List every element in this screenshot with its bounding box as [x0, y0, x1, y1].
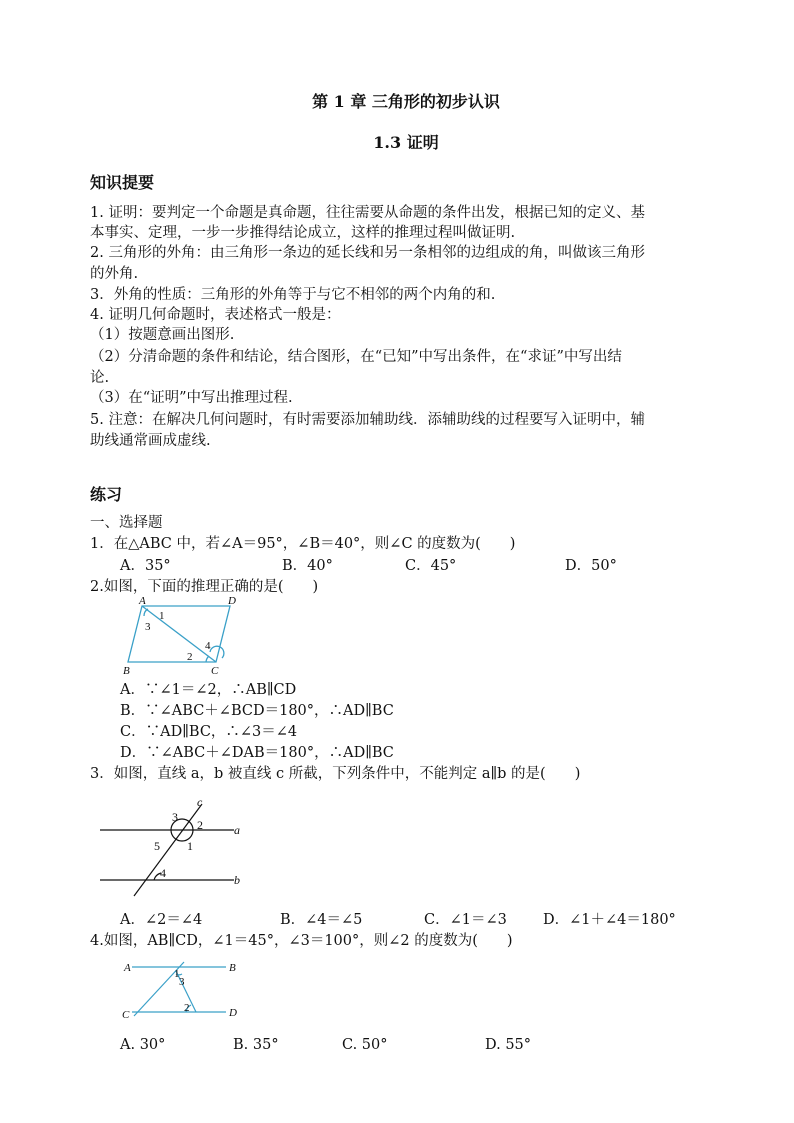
- q4-option-d: D. 55°: [485, 1037, 532, 1053]
- section-title: 1.3 证明: [373, 133, 439, 152]
- q2-option-c: C．∵AD∥BC，∴∠3＝∠4: [120, 724, 298, 740]
- q4-label: B: [229, 962, 236, 974]
- knowledge-line: （1）按题意画出图形.: [90, 327, 235, 343]
- knowledge-line: 4. 证明几何命题时，表述格式一般是：: [90, 307, 341, 323]
- q2-option-d: D．∵∠ABC＋∠DAB＝180°，∴AD∥BC: [120, 745, 394, 761]
- q3-label: 5: [154, 839, 160, 853]
- q2-diagonal-ac: [142, 606, 216, 662]
- chapter-title: 第 1 章 三角形的初步认识: [312, 92, 500, 111]
- q2-figure-parallelogram: [118, 596, 248, 678]
- q1-option-a: A．35°: [120, 558, 171, 574]
- q3-label: a: [234, 823, 240, 837]
- q3-label: 4: [160, 866, 166, 880]
- q2-option-b: B．∵∠ABC＋∠BCD＝180°，∴AD∥BC: [120, 703, 394, 719]
- q3-label: 3: [172, 810, 178, 824]
- q2-option-a: A．∵∠1＝∠2，∴AB∥CD: [120, 682, 297, 698]
- q4-option-c: C. 50°: [342, 1037, 388, 1053]
- q2-label: 1: [159, 610, 165, 622]
- q4-label: A: [124, 962, 131, 974]
- q2-angle-arc: [206, 656, 209, 662]
- practice-heading: 练习: [90, 485, 123, 504]
- q4-label: C: [122, 1009, 130, 1021]
- q4-figure-parallel-lines: [118, 954, 248, 1028]
- knowledge-line: 1. 证明：要判定一个命题是真命题，往往需要从命题的条件出发，根据已知的定义、基: [90, 205, 645, 221]
- q3-option-c: C．∠1＝∠3: [424, 912, 507, 928]
- q3-figure-transversal: [96, 796, 256, 900]
- q4-option-a: A. 30°: [120, 1037, 166, 1053]
- q2-label: C: [211, 665, 219, 677]
- q3-option-a: A．∠2＝∠4: [120, 912, 203, 928]
- q1-stem: 1．在△ABC 中，若∠A＝95°，∠B＝40°，则∠C 的度数为( ): [90, 536, 516, 552]
- q3-stem: 3．如图，直线 a，b 被直线 c 所截，下列条件中，不能判定 a∥b 的是( ): [90, 766, 581, 782]
- q3-label: c: [197, 796, 203, 809]
- q2-label: 2: [187, 651, 193, 663]
- knowledge-line: 助线通常画成虚线.: [90, 433, 211, 449]
- q3-option-b: B．∠4＝∠5: [280, 912, 363, 928]
- knowledge-line: （2）分清命题的条件和结论，结合图形，在“已知”中写出条件，在“求证”中写出结: [90, 349, 622, 365]
- q2-label: D: [228, 596, 236, 607]
- q3-label: 1: [187, 839, 193, 853]
- q2-label: 4: [205, 640, 211, 652]
- q2-label: B: [123, 665, 130, 677]
- q4-label: D: [229, 1007, 237, 1019]
- q2-angle-arc: [144, 609, 148, 616]
- knowledge-line: 论.: [90, 370, 110, 386]
- q1-option-b: B．40°: [282, 558, 333, 574]
- q4-option-b: B. 35°: [233, 1037, 279, 1053]
- q2-label: 3: [145, 621, 151, 633]
- knowledge-line: 3．外角的性质：三角形的外角等于与它不相邻的两个内角的和.: [90, 287, 496, 303]
- q4-label: 1: [174, 968, 180, 980]
- q4-label: 3: [179, 976, 185, 988]
- q4-stem: 4.如图，AB∥CD，∠1＝45°，∠3＝100°，则∠2 的度数为( ): [90, 933, 513, 949]
- knowledge-heading: 知识提要: [90, 173, 155, 192]
- q4-label: 2: [184, 1002, 190, 1014]
- q1-option-c: C．45°: [405, 558, 457, 574]
- knowledge-line: （3）在“证明”中写出推理过程.: [90, 390, 293, 406]
- knowledge-line: 5. 注意：在解决几何问题时，有时需要添加辅助线．添辅助线的过程要写入证明中，辅: [90, 412, 645, 428]
- knowledge-line: 的外角.: [90, 266, 139, 282]
- knowledge-line: 本事实、定理，一步一步推得结论成立，这样的推理过程叫做证明.: [90, 225, 516, 241]
- q2-stem: 2.如图，下面的推理正确的是( ): [90, 579, 319, 595]
- q3-label: 2: [197, 818, 203, 832]
- q3-label: b: [234, 873, 240, 887]
- q1-option-d: D．50°: [565, 558, 617, 574]
- part-title: 一、选择题: [90, 515, 163, 531]
- knowledge-line: 2. 三角形的外角：由三角形一条边的延长线和另一条相邻的边组成的角，叫做该三角形: [90, 245, 645, 261]
- q2-label: A: [139, 596, 146, 607]
- q3-option-d: D．∠1＋∠4＝180°: [543, 912, 676, 928]
